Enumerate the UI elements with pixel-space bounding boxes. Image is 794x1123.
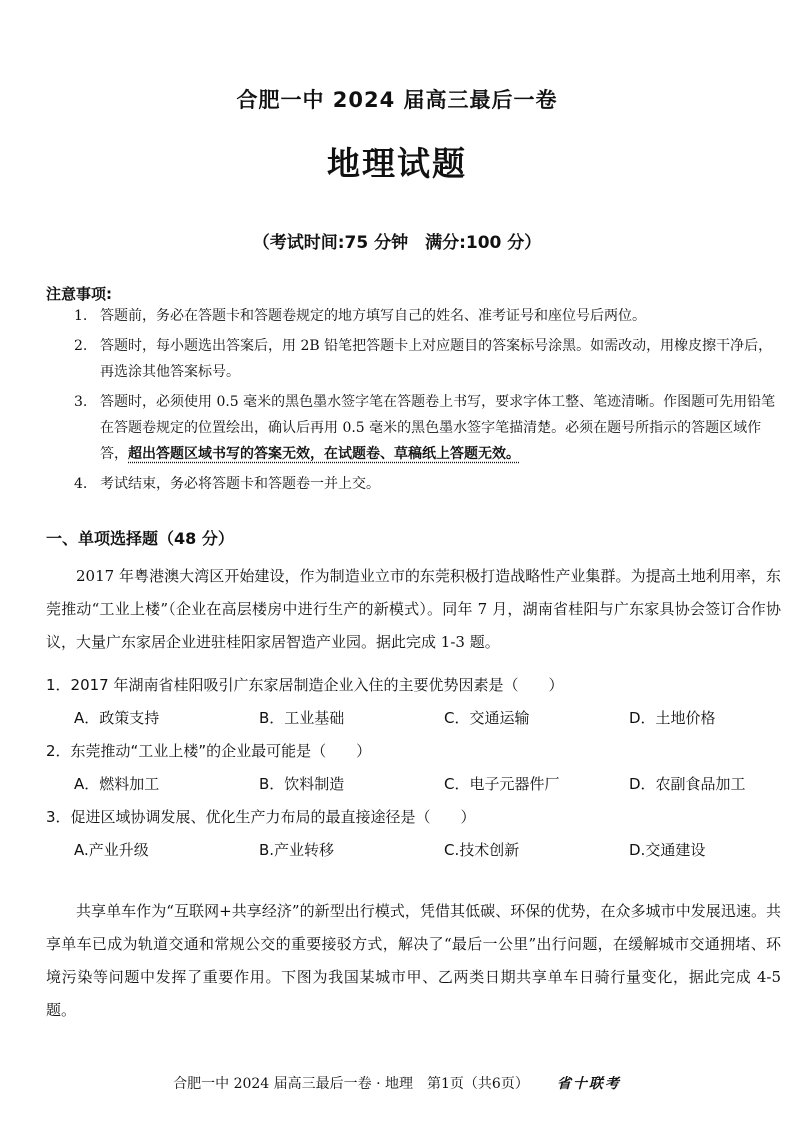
options-1 xyxy=(74,707,774,728)
footer-text: 合肥一中 2024 届高三最后一卷 · 地理 第1页（共6页） xyxy=(173,1076,529,1092)
option-d: D.交通建设 xyxy=(629,841,706,859)
option-a: A．燃料加工 xyxy=(74,775,160,793)
exam-title: 合肥一中 2024 届高三最后一卷 xyxy=(236,88,558,112)
notice-text-main: 答题时，必须使用 0.5 毫米的黑色墨水签字笔在答题卷上书写，要求字体工整、笔迹清晰。作图题可先用铅笔在答题卷规定的位置绘出，确认后再用 0.5 毫米的黑色墨水签字笔描清楚。必须在题号所指示的答题区域作答， xyxy=(100,394,776,462)
notice-item xyxy=(74,471,786,497)
option-c: C.技术创新 xyxy=(444,841,520,859)
footer-signature: 省十联考 xyxy=(556,1076,621,1092)
subject-title: 地理试题 xyxy=(327,144,467,183)
notice-list xyxy=(74,303,786,501)
notice-text: 答题前，务必在答题卡和答题卷规定的地方填写自己的姓名、准考证号和座位号后两位。 xyxy=(100,308,646,324)
reading-passage-2: 共享单车作为“互联网+共享经济”的新型出行模式，凭借其低碳、环保的优势，在众多城市中发展迅速。共享单车已成为轨道交通和常规公交的重要接驳方式，解决了“最后一公里”出行问题，在缓解城市交通拥堵、环境污染等问题中发挥了重要作用。下图为我国某城市甲、乙两类日期共享单车日骑行量变化，据此完成 4-5 题。 xyxy=(46,902,781,1019)
option-c: C．电子元器件厂 xyxy=(444,775,560,793)
notice-number: 2. xyxy=(74,338,88,354)
option-a: A.产业升级 xyxy=(74,841,149,859)
notice-text: 考试结束，务必将答题卡和答题卷一并上交。 xyxy=(100,476,380,492)
notice-number: 1. xyxy=(74,308,88,324)
notice-item xyxy=(74,389,786,467)
question-2: 2．东莞推动“工业上楼”的企业最可能是（ ） xyxy=(46,742,372,760)
exam-info: （考试时间:75 分钟 满分:100 分） xyxy=(252,233,542,253)
options-3 xyxy=(74,839,774,860)
page-footer xyxy=(0,1073,794,1093)
notice-number: 3. xyxy=(74,394,88,410)
section-heading: 一、单项选择题（48 分） xyxy=(46,529,234,548)
reading-passage-1: 2017 年粤港澳大湾区开始建设，作为制造业立市的东莞积极打造战略性产业集群。为提高土地利用率，东莞推动“工业上楼”（企业在高层楼房中进行生产的新模式）。同年 7 月，湖南省桂阳与广东家具协会签订合作协议，大量广东家居企业进驻桂阳家居智造产业园。据此完成 1-3 题。 xyxy=(46,567,781,651)
option-b: B.产业转移 xyxy=(259,841,335,859)
question-3: 3．促进区域协调发展、优化生产力布局的最直接途径是（ ） xyxy=(46,808,476,826)
option-d: D．土地价格 xyxy=(629,709,716,727)
notice-heading: 注意事项: xyxy=(46,285,112,303)
option-b: B．饮料制造 xyxy=(259,775,345,793)
option-c: C．交通运输 xyxy=(444,709,530,727)
notice-item xyxy=(74,333,786,385)
notice-emphasis: 超出答题区域书写的答案无效，在试题卷、草稿纸上答题无效。 xyxy=(128,446,520,462)
question-1: 1．2017 年湖南省桂阳吸引广东家居制造企业入住的主要优势因素是（ ） xyxy=(46,676,564,694)
notice-item xyxy=(74,303,786,329)
notice-text xyxy=(100,389,786,467)
notice-number: 4. xyxy=(74,476,88,492)
option-b: B．工业基础 xyxy=(259,709,345,727)
option-a: A．政策支持 xyxy=(74,709,160,727)
notice-text: 答题时，每小题选出答案后，用 2B 铅笔把答题卡上对应题目的答案标号涂黑。如需改动，用橡皮擦干净后，再选涂其他答案标号。 xyxy=(100,338,773,380)
options-2 xyxy=(74,773,774,794)
option-d: D．农副食品加工 xyxy=(629,775,746,793)
